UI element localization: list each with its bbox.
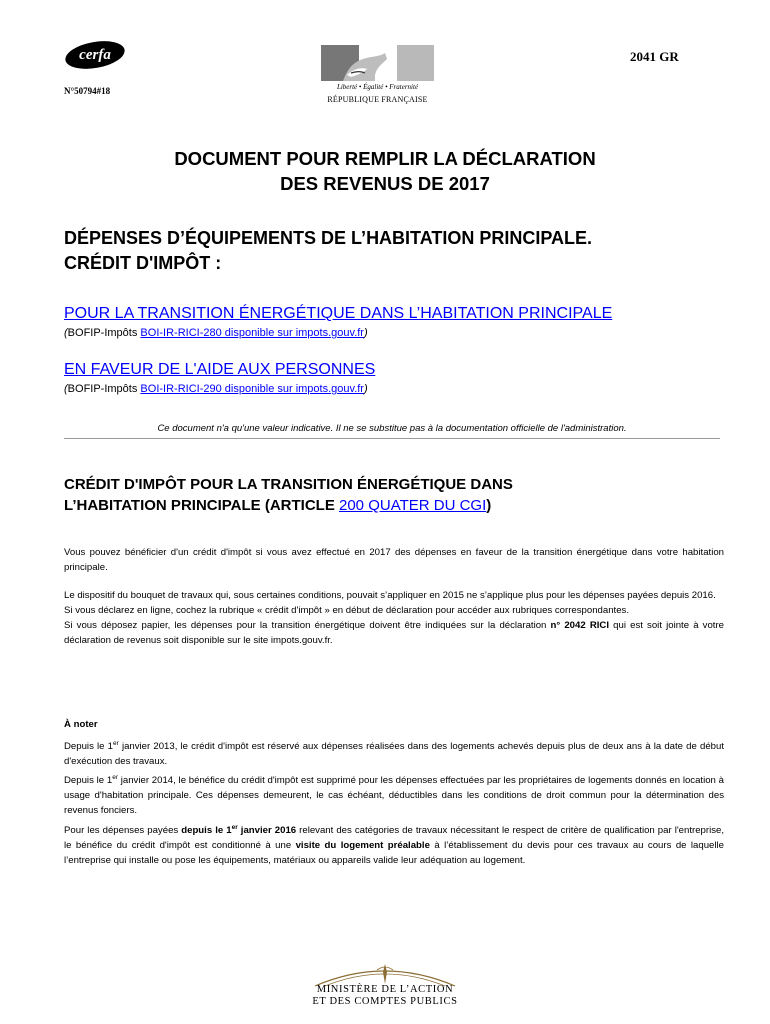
marianne-flag-icon [321,45,434,81]
aide-personnes-link[interactable]: EN FAVEUR DE L'AIDE AUX PERSONNES [64,361,376,378]
ref-open-paren: ( [64,383,68,395]
note3-bold2: janvier 2016 [237,825,297,836]
note3-bold3: visite du logement préalable [295,840,430,851]
page-title-line1: DOCUMENT POUR REMPLIR LA DÉCLARATION [174,148,596,169]
note-paragraph-3 [64,823,724,868]
note-title: À noter [64,719,98,730]
ref-prefix: BOFIP-Impôts [67,327,141,339]
bofip-280-link[interactable]: BOI-IR-RICI-280 disponible sur impots.gouv.fr [140,327,364,339]
dispositif-paragraph [64,588,724,648]
article-200-quater-link[interactable]: 200 QUATER DU CGI [339,497,487,514]
note1-sup: er [113,739,119,747]
aide-reference [64,383,368,395]
transition-reference [64,327,368,339]
note3-bold1: depuis le 1 [181,825,232,836]
section-title-suffix: ) [486,497,492,514]
note-paragraph-2 [64,773,724,818]
ref-open-paren: ( [64,327,68,339]
note3-b: relevant des catégories de travaux nécessitant le respect de critère de qualification par l'entreprise, le bénéfice du crédit d'impôt est conditionné à une [64,825,725,851]
note2-a: Depuis le 1 [64,775,113,786]
bofip-290-link[interactable]: BOI-IR-RICI-290 disponible sur impots.gouv.fr [140,383,364,395]
page-title-line2: DES REVENUS DE 2017 [280,173,490,194]
ministry-name-line2: ET DES COMPTES PUBLICS [312,996,458,1007]
form-2042-rici: n° 2042 RICI [550,620,610,631]
republic-motto: Liberté • Égalité • Fraternité [336,83,419,91]
ministry-name-line1: MINISTÈRE DE L’ACTION [316,984,454,995]
page-subtitle-line2: CRÉDIT D'IMPÔT : [64,253,222,273]
section-title [64,474,724,516]
ministry-name [250,984,520,1008]
disclaimer: Ce document n'a qu'une valeur indicative. Il ne se substitue pas à la documentation officielle de l'administration. [157,423,627,434]
note3-c: à l’établissement du devis pour ces travaux au cours de laquelle l’entreprise qui installe ou pose les équipements, matériaux ou appareils valide leur adéquation au logement. [64,840,724,866]
cerfa-number: N°50794#18 [64,86,111,96]
page-subtitle [64,226,744,276]
intro-text: Vous pouvez bénéficier d'un crédit d'impôt si vous avez effectué en 2017 des dépenses en faveur de la transition énergétique dans votre habitation principale. [64,547,724,573]
note1-b: janvier 2013, le crédit d'impôt est réservé aux dépenses réalisées dans des logements achevés depuis plus de deux ans à la date de début d'exécution des travaux. [64,741,724,767]
dispositif-text-2: Si vous déclarez en ligne, cochez la rubrique « crédit d'impôt » en début de déclaration pour accéder aux rubriques correspondantes. [64,605,630,616]
note1-a: Depuis le 1 [64,741,113,752]
ref-prefix: BOFIP-Impôts [67,383,141,395]
dispositif-text-3 [64,618,724,648]
note-paragraph-1 [64,739,724,769]
dispositif-3-suffix: qui est soit jointe à votre déclaration de revenus soit disponible sur le site impots.gouv.fr. [64,620,724,646]
divider [64,438,720,439]
dispositif-3-prefix: Si vous déposez papier, les dépenses pour la transition énergétique doivent être indiquées sur la déclaration [64,620,551,631]
form-code: 2041 GR [630,49,679,64]
note2-sup: er [112,773,118,781]
cerfa-logo [64,40,126,70]
dispositif-text-1: Le dispositif du bouquet de travaux qui, sous certaines conditions, pouvait s’appliquer en 2015 ne s’applique plus pour les dépenses payées depuis 2016. [64,590,716,601]
section-title-line2 [64,495,724,516]
section-title-line1: CRÉDIT D'IMPÔT POUR LA TRANSITION ÉNERGÉTIQUE DANS [64,476,513,493]
note3-sup: er [231,823,238,831]
transition-energetique-link[interactable]: POUR LA TRANSITION ÉNERGÉTIQUE DANS L’HABITATION PRINCIPALE [64,305,613,322]
cerfa-logo-text: cerfa [79,47,111,63]
page-title [0,146,770,196]
ref-close-paren: ) [363,383,368,395]
note2-b: janvier 2014, le bénéfice du crédit d'impôt est supprimé pour les dépenses effectuées par les propriétaires de logements donnés en location à usage d'habitation principale. Ces dépenses demeurent, le cas échéant, déductibles dans les conditions de droit commun pour la détermination des revenus fonciers. [64,775,724,816]
note3-a: Pour les dépenses payées [64,825,182,836]
page-subtitle-line1: DÉPENSES D’ÉQUIPEMENTS DE L’HABITATION PRINCIPALE. [64,228,593,248]
ref-close-paren: ) [363,327,368,339]
republic-name: RÉPUBLIQUE FRANÇAISE [327,95,428,104]
section-title-prefix: L’HABITATION PRINCIPALE (ARTICLE [64,497,339,514]
marianne-emblem [321,45,434,111]
intro-paragraph [64,545,724,575]
